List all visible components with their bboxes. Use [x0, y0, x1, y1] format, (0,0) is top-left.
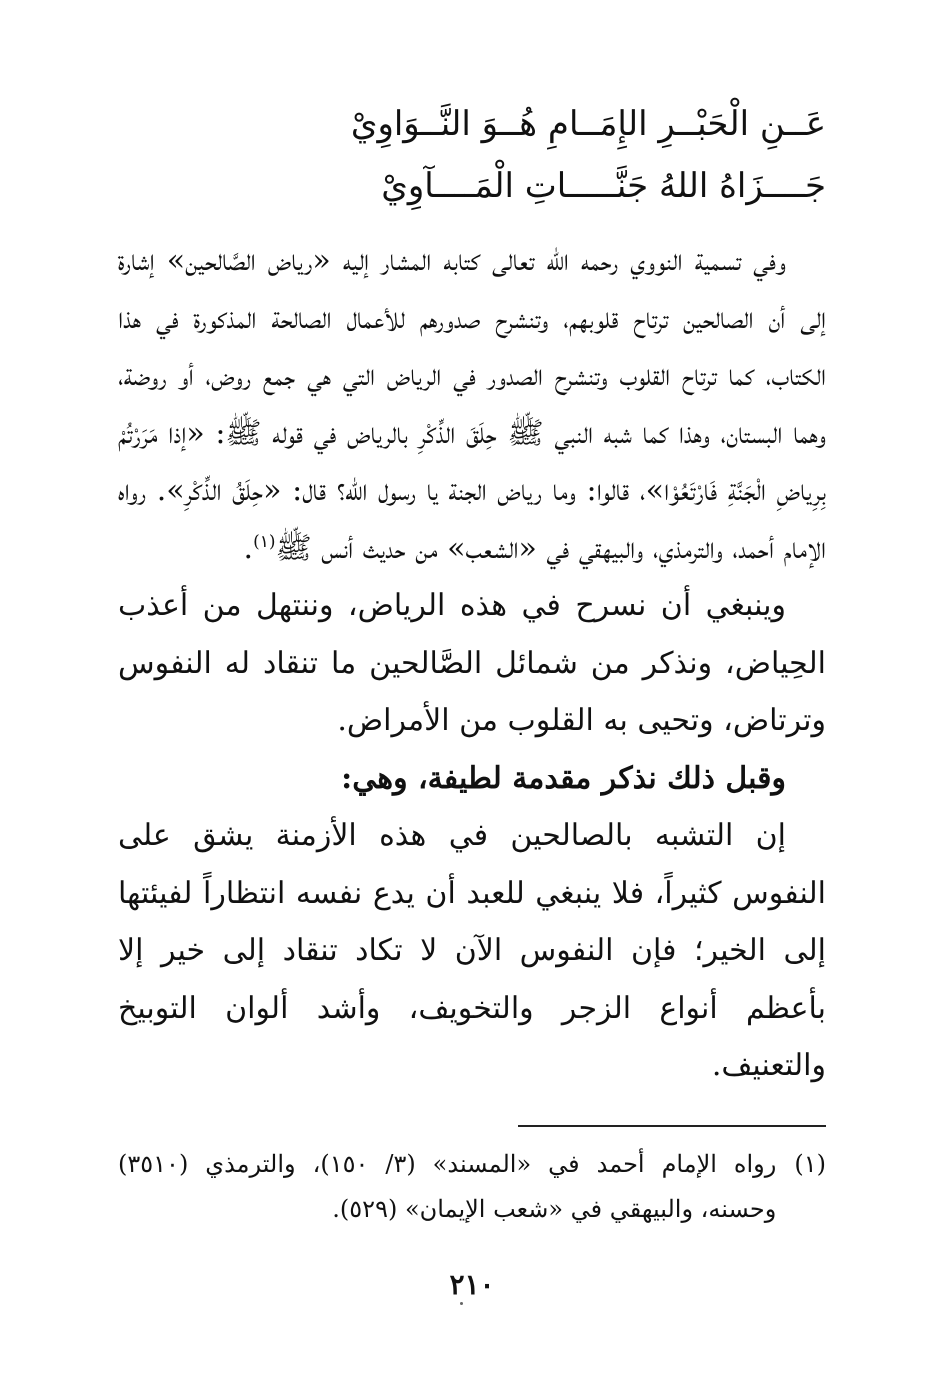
paragraph-1-end: .: [243, 530, 254, 566]
footnote-divider: [518, 1125, 826, 1127]
footnote-number: (١): [794, 1150, 826, 1178]
paragraph-gardens: وينبغي أن نسرح في هذه الرياض، وننتهل من أعذب الحِياض، ونذكر من شمائل الصَّالحين ما تنقاد له النفوس وترتاض، وتحيى به القلوب من الأمراض.: [118, 588, 826, 738]
page-number: ٢١٠: [449, 1268, 495, 1301]
footnote-1: [118, 1142, 826, 1232]
section-intro-heading: وقبل ذلك نذكر مقدمة لطيفة، وهي:: [341, 760, 786, 796]
paragraph-1-text: وفي تسمية النووي رحمه الله تعالى كتابه المشار إليه «رياض الصَّالحين» إشارة إلى أن الصالحين ترتاح قلوبهم، وتنشرح صدورهم للأعمال الصالحة المذكورة في هذا الكتاب، كما ترتاح القلوب وتنشرح الصدور في الرياض التي هي جمع روض، أو روضة، وهما البستان، وهذا كما شبه النبي ﷺ حِلَقَ الذِّكْرِ بالرياض في قوله ﷺ: «إذا مَرَرْتُمْ بِرِياضِ الْجَنَّةِ فَارْتَعُوْا»، قالوا: وما رياض الجنة يا رسول الله؟ قال: «حِلَقُ الذِّكْرِ». رواه الإمام أحمد، والترمذي، والبيهقي في «الشعب» من حديث أنس ﷺ: [118, 243, 826, 566]
main-text: [118, 232, 826, 1095]
poem-verse-1: عَــنِ الْحَبْــرِ الإِمَــامِ هُــوَ النَّــوَاوِيْ: [350, 104, 826, 144]
footnotes: [118, 1142, 826, 1232]
footnote-text: رواه الإمام أحمد في «المسند» (٣/ ١٥٠)، والترمذي (٣٥١٠) وحسنه، والبيهقي في «شعب الإيمان» (٥٢٩).: [118, 1150, 777, 1223]
paragraph-riyad-naming: [118, 232, 826, 577]
footnote-reference[interactable]: (١): [253, 531, 276, 552]
paragraph-imitation: إن التشبه بالصالحين في هذه الأزمنة يشق على النفوس كثيراً، فلا ينبغي للعبد أن يدع نفسه انتظاراً لفيئتها إلى الخير؛ فإن النفوس الآن لا تكاد تنقاد إلى خير إلا بأعظم أنواع الزجر والتخويف، وأشد ألوان التوبيخ والتعنيف.: [118, 818, 826, 1083]
poem-verse-2: جَــــزَاهُ اللهُ جَنَّـــــاتِ الْمَــــآوِيْ: [381, 166, 826, 206]
page-mark: [460, 1302, 463, 1305]
